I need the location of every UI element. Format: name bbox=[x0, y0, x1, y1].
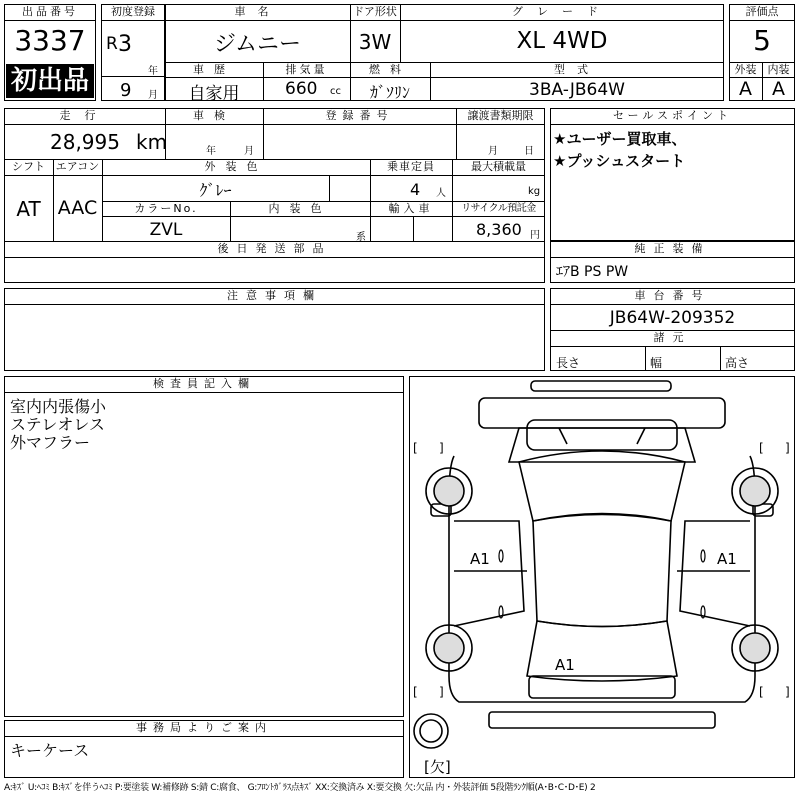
displacement: 660 bbox=[285, 79, 318, 99]
inspection-year-unit: 年 bbox=[206, 146, 216, 157]
mileage-label: 走行 bbox=[59, 109, 110, 122]
door-type: 3W bbox=[358, 30, 392, 54]
equipment-label: 純正装備 bbox=[634, 242, 711, 255]
mileage: 28,995 bbox=[50, 130, 120, 154]
shift: AT bbox=[16, 197, 41, 221]
equipment: ｴｱB PS PW bbox=[556, 264, 629, 280]
max-load-label: 最大積載量 bbox=[471, 160, 526, 173]
car-name: ジムニー bbox=[213, 32, 302, 57]
notes-label: 注意事項欄 bbox=[227, 289, 322, 302]
car-name-label: 車名 bbox=[234, 5, 281, 18]
transfer-day-unit: 日 bbox=[524, 146, 534, 157]
recycle-unit: 円 bbox=[530, 230, 540, 241]
later-parts-label: 後日発送部品 bbox=[217, 242, 332, 255]
reg-number-label: 登録番号 bbox=[325, 109, 394, 122]
grade-label: グレード bbox=[512, 5, 612, 18]
import-label: 輸入車 bbox=[388, 202, 434, 215]
office-label: 事務局よりご案内 bbox=[136, 721, 272, 734]
lot-number-label: 出品番号 bbox=[22, 5, 78, 18]
fuel-label: 燃料 bbox=[369, 63, 411, 76]
month-unit: 月 bbox=[148, 90, 158, 101]
max-load-unit: kg bbox=[528, 186, 541, 197]
height-label: 高さ bbox=[725, 356, 750, 370]
dimensions-label: 諸元 bbox=[653, 331, 692, 344]
history: 自家用 bbox=[188, 84, 240, 104]
exterior-grade: A bbox=[739, 78, 752, 100]
first-registration-label: 初度登録 bbox=[111, 5, 155, 18]
year: 3 bbox=[118, 32, 132, 57]
transfer-deadline-label: 譲渡書類期限 bbox=[467, 109, 534, 122]
inspector-line-1: 室内内張傷小 bbox=[10, 397, 107, 416]
year-unit: 年 bbox=[148, 66, 158, 77]
length-label: 長さ bbox=[556, 356, 581, 370]
interior-label: 内装 bbox=[767, 63, 790, 76]
svg-text:]: ] bbox=[785, 685, 790, 699]
score-label: 評価点 bbox=[745, 5, 779, 18]
mileage-unit: km bbox=[136, 130, 168, 154]
svg-text:]: ] bbox=[785, 441, 790, 455]
displacement-unit: cc bbox=[330, 86, 341, 97]
inspector-line-3: 外マフラー bbox=[10, 433, 91, 452]
ac: AAC bbox=[57, 197, 98, 219]
fuel: ｶﾞｿﾘﾝ bbox=[369, 83, 410, 102]
interior-grade: A bbox=[772, 78, 785, 100]
svg-text:[: [ bbox=[413, 685, 418, 699]
ac-label: エアコン bbox=[55, 160, 100, 173]
selling-points-label: セールスポイント bbox=[612, 109, 732, 122]
inspector-label: 検査員記入欄 bbox=[153, 377, 255, 390]
interior-color-unit: 系 bbox=[356, 232, 366, 243]
selling-point-2: ★プッシュスタート bbox=[553, 152, 686, 170]
color-no: ZVL bbox=[149, 220, 183, 240]
first-listing-badge: 初出品 bbox=[6, 64, 94, 98]
inspection-month-unit: 月 bbox=[244, 146, 254, 157]
displacement-label: 排気量 bbox=[285, 63, 328, 76]
svg-text:[: [ bbox=[413, 441, 418, 455]
recycle-label: リサイクル預託金 bbox=[461, 203, 536, 214]
exterior-color-label: 外装色 bbox=[204, 160, 268, 173]
legend: A:ｷｽﾞ U:ﾍｺﾐ B:ｷｽﾞを伴うﾍｺﾐ P:要塗装 W:補修跡 S:錆 C:腐食、 G:ﾌﾛﾝﾄｶﾞﾗｽ点ｷｽﾞ XX:交換済み X:要交換 欠:欠品 内・外装評価 5段階ﾗﾝｸ順(A･B･C･D･E) 2 bbox=[4, 783, 596, 793]
transfer-month-unit: 月 bbox=[488, 146, 498, 157]
color-no-label: カラーNo. bbox=[134, 202, 198, 215]
exterior-label: 外装 bbox=[734, 63, 757, 76]
svg-text:]: ] bbox=[439, 441, 444, 455]
era: R bbox=[106, 34, 118, 54]
capacity: 4 bbox=[410, 180, 421, 199]
svg-text:]: ] bbox=[439, 685, 444, 699]
lot-number: 3337 bbox=[14, 24, 86, 57]
damage-mark-left: A1 bbox=[470, 550, 490, 568]
chassis-number: JB64W-209352 bbox=[609, 308, 736, 328]
damage-mark-right: A1 bbox=[717, 550, 737, 568]
damage-mark-rear: A1 bbox=[555, 656, 575, 674]
recycle-amount: 8,360 bbox=[476, 220, 522, 239]
inspection-label: 車検 bbox=[193, 109, 235, 122]
model-label: 型式 bbox=[554, 63, 600, 76]
model: 3BA-JB64W bbox=[529, 80, 625, 100]
width-label: 幅 bbox=[650, 356, 663, 370]
capacity-unit: 人 bbox=[436, 188, 446, 199]
score: 5 bbox=[753, 24, 771, 57]
month: 9 bbox=[120, 80, 132, 101]
car-diagram bbox=[409, 376, 795, 778]
inspector-line-2: ステレオレス bbox=[10, 415, 105, 434]
svg-text:[: [ bbox=[759, 685, 764, 699]
office-text: キーケース bbox=[10, 741, 90, 760]
exterior-color: ｸﾞﾚｰ bbox=[199, 181, 232, 200]
door-label: ドア形状 bbox=[353, 5, 397, 18]
grade: XL 4WD bbox=[516, 28, 608, 54]
history-label: 車歴 bbox=[193, 63, 235, 76]
interior-color-label: 内装色 bbox=[268, 202, 332, 215]
missing-label: [欠] bbox=[424, 758, 451, 776]
shift-label: シフト bbox=[12, 160, 45, 173]
selling-point-1: ★ユーザー買取車、 bbox=[553, 130, 687, 148]
svg-text:[: [ bbox=[759, 441, 764, 455]
capacity-label: 乗車定員 bbox=[387, 160, 435, 173]
chassis-label: 車台番号 bbox=[634, 289, 711, 302]
